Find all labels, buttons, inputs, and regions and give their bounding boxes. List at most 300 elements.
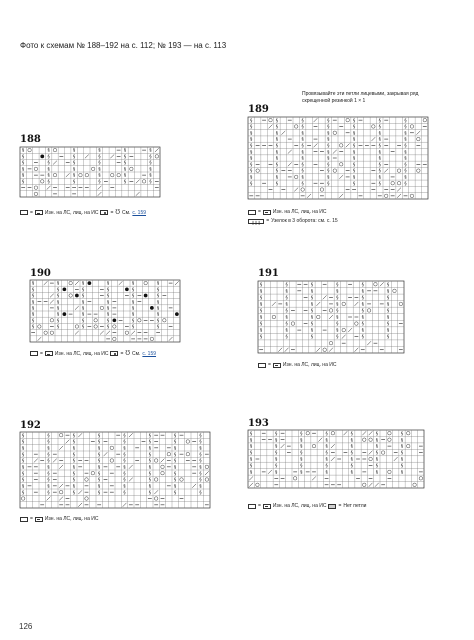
svg-text:§: §	[361, 315, 364, 321]
svg-text:§: §	[350, 470, 353, 476]
dot-cell-icon	[100, 210, 108, 215]
empty-cell-icon	[248, 210, 256, 215]
svg-text:§: §	[123, 478, 126, 484]
legend-knit-label: Изн. на ЛС, лиц. на ИС	[282, 362, 337, 368]
svg-text:§: §	[47, 478, 50, 484]
svg-text:§: §	[157, 281, 160, 287]
svg-text:§: §	[107, 318, 110, 324]
legend-eq: =	[266, 218, 270, 224]
svg-text:§: §	[82, 312, 85, 318]
svg-text:§: §	[378, 131, 381, 137]
svg-text:§: §	[375, 431, 378, 437]
svg-text:§: §	[275, 118, 279, 124]
svg-text:§: §	[32, 300, 35, 306]
svg-text:§: §	[387, 295, 390, 301]
svg-text:§: §	[174, 446, 177, 452]
svg-text:§: §	[32, 281, 35, 287]
legend-knit-label: Изн. на ЛС, лиц. на ИС	[44, 209, 99, 216]
svg-text:§: §	[327, 156, 330, 162]
svg-text:§: §	[98, 446, 101, 452]
svg-text:§: §	[82, 318, 85, 324]
svg-text:§: §	[174, 452, 177, 458]
svg-text:§: §	[404, 125, 407, 131]
svg-text:§: §	[199, 459, 202, 465]
chart-192-grid	[20, 432, 210, 508]
svg-text:§: §	[174, 433, 177, 439]
svg-text:§: §	[148, 459, 151, 465]
svg-text:§: §	[310, 289, 314, 295]
chart-191-legend	[258, 362, 336, 368]
svg-text:§: §	[22, 478, 25, 484]
chart-193-number: 193	[248, 418, 269, 429]
svg-text:§: §	[301, 181, 304, 187]
svg-text:§: §	[47, 154, 50, 160]
svg-text:§: §	[352, 156, 356, 162]
svg-text:§: §	[22, 459, 25, 465]
svg-text:§: §	[132, 325, 135, 331]
svg-text:§: §	[327, 162, 330, 168]
svg-text:§: §	[400, 464, 404, 470]
svg-text:§: §	[47, 484, 50, 490]
chart-189-number: 189	[248, 104, 269, 115]
svg-text:§: §	[336, 322, 339, 328]
svg-text:§: §	[285, 289, 288, 295]
svg-text:§: §	[22, 471, 25, 477]
svg-text:§: §	[301, 150, 304, 156]
svg-text:§: §	[327, 137, 330, 143]
svg-text:§: §	[350, 431, 353, 437]
svg-text:§: §	[250, 131, 253, 137]
svg-text:§: §	[285, 295, 288, 301]
svg-text:§: §	[250, 470, 253, 476]
svg-text:§: §	[275, 143, 279, 149]
svg-text:§: §	[123, 433, 126, 439]
svg-text:§: §	[174, 459, 177, 465]
svg-text:§: §	[310, 282, 314, 288]
chart-188-number: 188	[20, 134, 41, 145]
svg-text:§: §	[400, 457, 404, 463]
svg-text:§: §	[275, 137, 279, 143]
svg-text:§: §	[260, 328, 263, 334]
svg-text:§: §	[275, 131, 279, 137]
svg-text:§: §	[22, 446, 25, 452]
svg-text:§: §	[149, 154, 152, 160]
svg-text:§: §	[148, 465, 151, 471]
svg-text:§: §	[72, 446, 75, 452]
svg-text:§: §	[361, 289, 364, 295]
chart-189-legend-knot	[248, 218, 338, 224]
svg-text:§: §	[378, 162, 381, 168]
svg-text:§: §	[72, 484, 75, 490]
svg-text:§: §	[157, 294, 160, 300]
svg-text:§: §	[327, 143, 330, 149]
dot-cell-icon	[110, 351, 118, 356]
svg-text:§: §	[250, 181, 253, 187]
svg-text:§: §	[148, 433, 151, 439]
svg-text:§: §	[174, 465, 177, 471]
svg-text:§: §	[199, 452, 202, 458]
svg-text:§: §	[57, 300, 60, 306]
svg-text:§: §	[57, 325, 60, 331]
svg-text:§: §	[57, 312, 60, 318]
svg-text:§: §	[132, 287, 135, 293]
svg-text:§: §	[22, 148, 25, 154]
svg-text:§: §	[72, 161, 76, 167]
svg-text:§: §	[107, 325, 110, 331]
svg-text:§: §	[387, 335, 390, 341]
svg-text:§: §	[47, 179, 50, 185]
svg-text:§: §	[404, 118, 407, 124]
svg-text:§: §	[57, 287, 60, 293]
svg-text:§: §	[300, 457, 303, 463]
svg-text:§: §	[250, 162, 253, 168]
svg-text:§: §	[107, 306, 110, 312]
svg-text:§: §	[22, 161, 25, 167]
svg-text:§: §	[157, 306, 160, 312]
legend-knot-label: Узелок в 3 оборота: см. с. 15	[271, 218, 338, 224]
svg-text:§: §	[82, 281, 85, 287]
svg-text:§: §	[375, 464, 378, 470]
svg-text:§: §	[275, 125, 279, 131]
svg-text:§: §	[157, 312, 160, 318]
svg-text:§: §	[148, 446, 151, 452]
svg-text:§: §	[22, 465, 25, 471]
svg-text:§: §	[22, 173, 25, 179]
svg-text:§: §	[123, 161, 127, 167]
svg-text:§: §	[98, 459, 101, 465]
svg-text:§: §	[275, 181, 279, 187]
svg-text:§: §	[375, 438, 378, 444]
svg-text:§: §	[47, 167, 50, 173]
dash-cell-icon	[273, 363, 281, 368]
svg-text:§: §	[98, 154, 101, 160]
legend-eq: =	[268, 362, 271, 368]
svg-text:§: §	[260, 322, 263, 328]
svg-text:§: §	[98, 471, 101, 477]
svg-text:§: §	[310, 335, 314, 341]
svg-text:§: §	[199, 484, 202, 490]
svg-text:§: §	[250, 431, 253, 437]
svg-text:§: §	[336, 289, 339, 295]
svg-text:§: §	[98, 173, 101, 179]
svg-text:§: §	[378, 137, 381, 143]
svg-text:§: §	[260, 315, 263, 321]
svg-text:§: §	[199, 478, 202, 484]
svg-text:§: §	[336, 335, 339, 341]
svg-text:§: §	[72, 148, 76, 154]
svg-text:§: §	[352, 169, 356, 175]
svg-text:§: §	[250, 438, 253, 444]
svg-text:§: §	[250, 175, 253, 181]
svg-text:§: §	[361, 322, 364, 328]
svg-text:§: §	[199, 471, 202, 477]
svg-text:§: §	[404, 137, 407, 143]
svg-text:§: §	[301, 143, 304, 149]
svg-text:§: §	[400, 470, 404, 476]
chart-191-grid	[258, 281, 404, 353]
svg-text:§: §	[47, 440, 50, 446]
svg-text:§: §	[301, 169, 304, 175]
svg-text:§: §	[352, 162, 356, 168]
svg-text:§: §	[260, 335, 263, 341]
page-link[interactable]: с. 159	[142, 350, 157, 357]
svg-text:§: §	[327, 125, 330, 131]
legend-eq: =	[40, 350, 43, 357]
svg-text:§: §	[72, 465, 75, 471]
svg-text:§: §	[199, 465, 202, 471]
svg-text:§: §	[72, 452, 75, 458]
svg-text:§: §	[352, 175, 356, 181]
svg-text:§: §	[404, 143, 407, 149]
svg-text:§: §	[22, 154, 25, 160]
svg-text:§: §	[123, 459, 126, 465]
svg-text:§: §	[157, 318, 160, 324]
page-link[interactable]: с. 159	[132, 209, 147, 216]
svg-text:§: §	[275, 156, 279, 162]
svg-text:§: §	[275, 169, 279, 175]
svg-text:§: §	[301, 162, 304, 168]
svg-text:§: §	[361, 335, 364, 341]
svg-text:§: §	[148, 490, 151, 496]
svg-text:§: §	[82, 287, 85, 293]
svg-text:§: §	[260, 295, 263, 301]
svg-text:§: §	[47, 465, 50, 471]
legend-eq: =	[258, 503, 261, 509]
empty-cell-icon	[30, 351, 38, 356]
empty-cell-icon	[20, 517, 28, 522]
dash-cell-icon	[263, 504, 271, 509]
svg-text:§: §	[352, 150, 356, 156]
bobble-icon: ℧	[115, 210, 120, 216]
svg-text:§: §	[275, 438, 278, 444]
svg-text:§: §	[57, 306, 60, 312]
svg-text:§: §	[98, 465, 101, 471]
svg-text:§: §	[199, 446, 202, 452]
svg-text:§: §	[260, 302, 263, 308]
svg-text:§: §	[107, 287, 110, 293]
svg-text:§: §	[301, 118, 304, 124]
svg-text:§: §	[378, 156, 381, 162]
svg-text:§: §	[174, 440, 177, 446]
svg-text:§: §	[404, 181, 407, 187]
svg-text:§: §	[387, 282, 390, 288]
svg-text:§: §	[404, 150, 407, 156]
svg-text:§: §	[250, 451, 253, 457]
svg-text:§: §	[82, 325, 85, 331]
svg-text:§: §	[375, 457, 378, 463]
svg-text:§: §	[301, 137, 304, 143]
svg-text:§: §	[352, 137, 356, 143]
svg-text:§: §	[22, 179, 25, 185]
svg-text:§: §	[148, 440, 151, 446]
svg-text:§: §	[325, 444, 328, 450]
svg-text:§: §	[107, 294, 110, 300]
svg-text:§: §	[352, 143, 356, 149]
svg-text:§: §	[148, 484, 151, 490]
svg-text:§: §	[98, 433, 101, 439]
svg-text:§: §	[378, 150, 381, 156]
svg-text:§: §	[275, 464, 278, 470]
dash-cell-icon	[45, 351, 53, 356]
svg-text:§: §	[250, 137, 253, 143]
svg-text:§: §	[300, 444, 303, 450]
svg-text:§: §	[32, 325, 35, 331]
knot-icon: ∥ ∥ ∥	[248, 219, 264, 224]
svg-text:§: §	[301, 156, 304, 162]
svg-text:§: §	[336, 315, 339, 321]
svg-text:§: §	[57, 281, 60, 287]
svg-text:§: §	[352, 131, 356, 137]
legend-eq: =	[30, 209, 33, 216]
svg-text:§: §	[301, 125, 304, 131]
svg-text:§: §	[301, 175, 304, 181]
svg-text:§: §	[250, 464, 253, 470]
svg-text:§: §	[336, 309, 339, 315]
svg-text:§: §	[378, 118, 381, 124]
svg-text:§: §	[47, 148, 50, 154]
svg-text:§: §	[400, 438, 404, 444]
svg-text:§: §	[352, 125, 356, 131]
svg-text:§: §	[300, 470, 303, 476]
svg-text:§: §	[72, 478, 75, 484]
svg-text:§: §	[123, 148, 127, 154]
svg-text:§: §	[72, 173, 76, 179]
svg-text:§: §	[82, 306, 85, 312]
svg-text:§: §	[361, 309, 364, 315]
svg-text:§: §	[82, 294, 85, 300]
svg-text:§: §	[98, 148, 101, 154]
svg-text:§: §	[275, 451, 278, 457]
svg-text:§: §	[174, 471, 177, 477]
svg-text:§: §	[275, 444, 278, 450]
svg-text:§: §	[32, 312, 35, 318]
chart-190-number: 190	[30, 268, 51, 279]
svg-text:§: §	[350, 464, 353, 470]
svg-text:§: §	[132, 281, 135, 287]
chart-193-legend	[248, 503, 366, 509]
svg-text:§: §	[22, 167, 25, 173]
svg-text:§: §	[285, 315, 288, 321]
svg-text:§: §	[32, 287, 35, 293]
legend-eq: =	[120, 350, 124, 357]
svg-text:§: §	[123, 452, 126, 458]
svg-text:§: §	[361, 328, 364, 334]
svg-text:§: §	[157, 287, 160, 293]
page-number: 126	[19, 622, 33, 631]
svg-text:§: §	[336, 328, 339, 334]
svg-text:§: §	[199, 433, 202, 439]
svg-text:§: §	[149, 173, 152, 179]
svg-text:§: §	[149, 148, 152, 154]
svg-text:§: §	[250, 444, 253, 450]
svg-text:§: §	[98, 167, 101, 173]
svg-text:§: §	[22, 433, 25, 439]
svg-text:§: §	[47, 161, 50, 167]
svg-text:§: §	[260, 289, 263, 295]
svg-text:§: §	[310, 315, 314, 321]
svg-text:§: §	[285, 309, 288, 315]
svg-text:§: §	[361, 282, 364, 288]
svg-text:§: §	[300, 464, 303, 470]
legend-eq: =	[30, 516, 33, 522]
svg-text:§: §	[72, 490, 75, 496]
svg-text:§: §	[378, 181, 381, 187]
svg-text:§: §	[387, 289, 390, 295]
svg-text:§: §	[250, 156, 253, 162]
svg-text:§: §	[123, 465, 126, 471]
svg-text:§: §	[387, 315, 390, 321]
legend-see-prefix: См.	[131, 350, 141, 357]
dash-cell-icon	[35, 210, 43, 215]
svg-text:§: §	[250, 118, 253, 124]
dash-cell-icon	[263, 210, 271, 215]
svg-text:§: §	[310, 322, 314, 328]
svg-text:§: §	[325, 431, 328, 437]
svg-text:§: §	[260, 309, 263, 315]
svg-text:§: §	[285, 322, 288, 328]
svg-text:§: §	[250, 150, 253, 156]
svg-text:§: §	[47, 452, 50, 458]
bobble-icon: ℧	[125, 351, 130, 357]
legend-knit-label: Изн. на ЛС, лиц. на ИС	[44, 516, 99, 522]
svg-text:§: §	[47, 471, 50, 477]
svg-text:§: §	[404, 131, 407, 137]
svg-text:§: §	[325, 438, 328, 444]
svg-text:§: §	[98, 478, 101, 484]
no-stitch-icon	[328, 504, 336, 509]
svg-text:§: §	[22, 440, 25, 446]
page-header: Фото к схемам № 188–192 на с. 112; № 193 — на с. 113	[20, 41, 227, 50]
svg-text:§: §	[260, 282, 263, 288]
svg-text:§: §	[132, 300, 135, 306]
svg-text:§: §	[285, 328, 288, 334]
svg-text:§: §	[22, 452, 25, 458]
svg-text:§: §	[132, 306, 135, 312]
legend-eq: =	[338, 503, 342, 509]
svg-text:§: §	[310, 295, 314, 301]
svg-text:§: §	[123, 154, 127, 160]
svg-text:§: §	[72, 167, 76, 173]
svg-text:§: §	[285, 302, 288, 308]
svg-text:§: §	[336, 302, 339, 308]
legend-knit-label: Изн. на ЛС, лиц. на ИС	[272, 503, 327, 509]
chart-188-legend	[20, 209, 146, 216]
svg-text:§: §	[57, 294, 60, 300]
svg-text:§: §	[98, 161, 101, 167]
chart-190-legend	[30, 350, 156, 357]
chart-193-grid	[248, 430, 424, 488]
svg-text:§: §	[310, 302, 314, 308]
svg-text:§: §	[275, 162, 279, 168]
svg-text:§: §	[72, 471, 75, 477]
svg-text:§: §	[148, 471, 151, 477]
dash-cell-icon	[35, 517, 43, 522]
svg-text:§: §	[123, 471, 126, 477]
svg-text:§: §	[98, 484, 101, 490]
svg-text:§: §	[325, 464, 328, 470]
svg-text:§: §	[32, 306, 35, 312]
svg-text:§: §	[32, 294, 35, 300]
svg-text:§: §	[285, 335, 288, 341]
svg-text:§: §	[22, 484, 25, 490]
svg-text:§: §	[123, 179, 127, 185]
svg-text:§: §	[123, 440, 126, 446]
chart-189-note: Провязывайте эти петли лицевыми, закрывая ряд скрещенной резинкой 1 × 1	[302, 91, 419, 104]
legend-knit-label: Изн. на ЛС, лиц. на ИС	[54, 350, 109, 357]
svg-text:§: §	[72, 179, 76, 185]
svg-text:§: §	[300, 431, 303, 437]
chart-189-grid	[248, 117, 428, 199]
